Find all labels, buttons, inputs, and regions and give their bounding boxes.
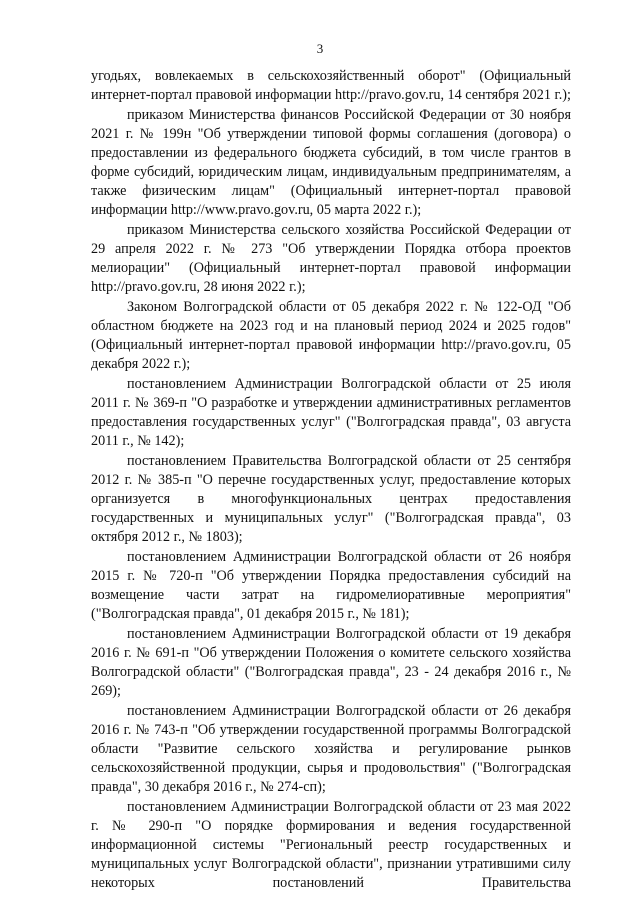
paragraph-5: постановлением Администрации Волгоградской области от 25 июля 2011 г. № 369-п "О разработке и утверждении административных регламентов предоставления государственных услуг" ("Волгоградская правда", 03 августа 2011 г., № 142); bbox=[91, 376, 571, 449]
document-body bbox=[91, 67, 571, 894]
paragraph-3: приказом Министерства сельского хозяйства Российской Федерации от 29 апреля 2022 г. № 273 "Об утверждении Порядка отбора проектов мелиорации" (Официальный интернет-портал правовой информации http://pravo.gov.ru, 28 июня 2022 г.); bbox=[91, 222, 571, 295]
paragraph-10: постановлением Администрации Волгоградской области от 23 мая 2022 г. № 290-п "О порядке формирования и ведения государственной информационной системы "Региональный реестр государственных и муниципальных услуг Волгоградской области", признании утратившими силу некоторых постановлений Правительства bbox=[91, 799, 571, 891]
paragraph-7: постановлением Администрации Волгоградской области от 26 ноября 2015 г. № 720-п "Об утверждении Порядка предоставления субсидий на возмещение части затрат на гидромелиоративные мероприятия" ("Волгоградская правда", 01 декабря 2015 г., № 181); bbox=[91, 549, 571, 622]
paragraph-2: приказом Министерства финансов Российской Федерации от 30 ноября 2021 г. № 199н "Об утверждении типовой формы соглашения (договора) о предоставлении из федерального бюджета субсидий, в том числе грантов в форме субсидий, юридическим лицам, индивидуальным предпринимателям, а также физическим лицам" (Официальный интернет-портал правовой информации http://www.pravo.gov.ru, 05 марта 2022 г.); bbox=[91, 107, 571, 218]
paragraph-1: угодьях, вовлекаемых в сельскохозяйственный оборот" (Официальный интернет-портал правовой информации http://pravo.gov.ru, 14 сентября 2021 г.); bbox=[91, 68, 571, 103]
paragraph-4: Законом Волгоградской области от 05 декабря 2022 г. № 122-ОД "Об областном бюджете на 2023 год и на плановый период 2024 и 2025 годов" (Официальный интернет-портал правовой информации http://pravo.gov.ru, 05 декабря 2022 г.); bbox=[91, 299, 571, 372]
paragraph-9: постановлением Администрации Волгоградской области от 26 декабря 2016 г. № 743-п "Об утверждении государственной программы Волгоградской области "Развитие сельского хозяйства и регулирование рынков сельскохозяйственной продукции, сырья и продовольствия" ("Волгоградская правда", 30 декабря 2016 г., № 274-сп); bbox=[91, 703, 571, 795]
paragraph-8: постановлением Администрации Волгоградской области от 19 декабря 2016 г. № 691-п "Об утверждении Положения о комитете сельского хозяйства Волгоградской области" ("Волгоградская правда", 23 - 24 декабря 2016 г., № 269); bbox=[91, 626, 571, 699]
paragraph-6: постановлением Правительства Волгоградской области от 25 сентября 2012 г. № 385-п "О перечне государственных услуг, предоставление которых организуется в многофункциональных центрах предоставления государственных и муниципальных услуг" ("Волгоградская правда", 03 октября 2012 г., № 1803); bbox=[91, 453, 571, 545]
page-number: 3 bbox=[316, 41, 324, 56]
